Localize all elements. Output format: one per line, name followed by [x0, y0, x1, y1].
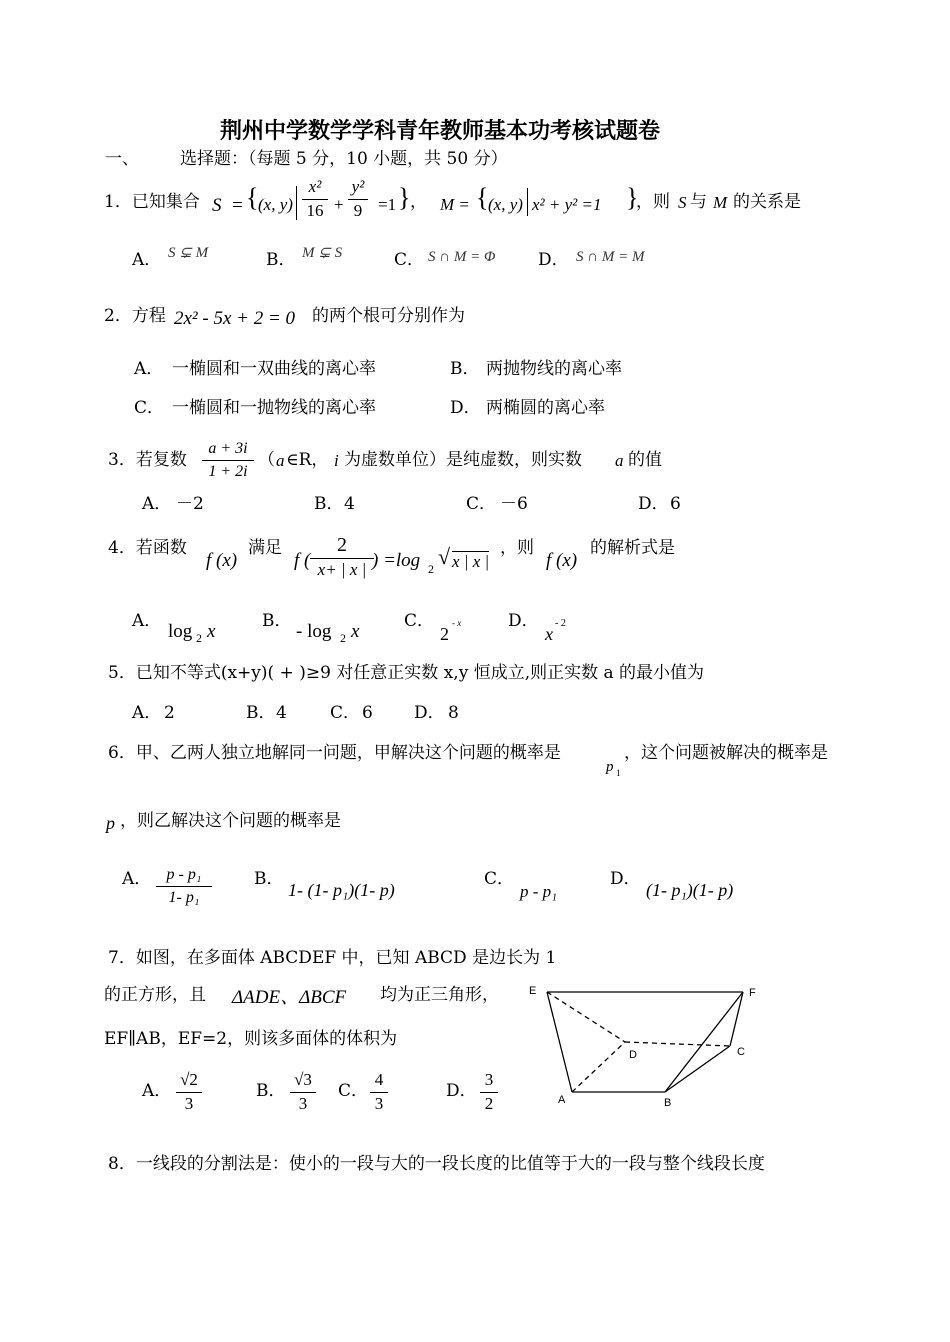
q7-option-d: 3 2	[480, 1071, 498, 1113]
q4-fx: f (x)	[206, 550, 238, 571]
q4-f-close: ) =log	[372, 550, 421, 571]
q7-stem-line3: EF∥AB，EF=2，则该多面体的体积为	[104, 1029, 398, 1049]
q5-option-a: 2	[164, 703, 175, 723]
q4-option-d-sup: - 2	[555, 618, 566, 629]
q6-option-d: (1- p₁)(1- p)	[646, 880, 734, 900]
edge-bc	[665, 1046, 730, 1092]
polyhedron-figure	[525, 980, 775, 1110]
question-8: 8．一线段的分割法是：使小的一段与大的一段长度的比值等于大的一段与整个线段长度	[108, 1154, 765, 1174]
q4-fraction: 2 x+ | x |	[310, 534, 374, 580]
q2-expr: 2x² - 5x + 2 = 0	[174, 308, 296, 329]
edge-ea	[547, 992, 572, 1092]
q7-option-a: √2 3	[176, 1071, 202, 1113]
q2-option-b-label: B．	[450, 359, 480, 379]
vertex-b-label: B	[664, 1097, 672, 1109]
q1-option-d: S ∩ M = M	[576, 249, 645, 265]
q1-brace-close: }	[398, 183, 411, 212]
q6-option-a: p - p₁ 1- p₁	[156, 866, 212, 906]
q6-p: p	[106, 813, 115, 833]
q5-option-c-label: C．	[330, 703, 361, 723]
q1-tail3: 的关系是	[733, 192, 801, 212]
q7-option-a-label: A．	[142, 1081, 172, 1101]
q4-option-b-sub: 2	[340, 631, 346, 645]
q2-stem: 2．方程	[104, 306, 166, 326]
q2-option-b: 两抛物线的离心率	[486, 359, 622, 379]
q1-option-d-label: D．	[538, 250, 569, 270]
q1-s: S	[678, 193, 687, 212]
q3-tail-open: （	[258, 450, 275, 470]
q7-option-c-label: C．	[338, 1081, 369, 1101]
q4-satisfy: 满足	[248, 538, 282, 558]
q1-option-a: S ⊊ M	[168, 245, 209, 261]
q4-option-b-var: x	[351, 621, 360, 642]
q2-tail: 的两个根可分别作为	[312, 306, 465, 326]
q6-option-b: 1- (1- p₁)(1- p)	[288, 880, 395, 900]
q4-option-c: 2	[440, 624, 449, 644]
q7-option-c: 4 3	[370, 1071, 388, 1113]
q2-option-a: 一椭圆和一双曲线的离心率	[172, 359, 376, 379]
vertex-d-label: D	[629, 1049, 637, 1061]
q5-option-c: 6	[362, 703, 373, 723]
q1-set-m: M =	[440, 195, 470, 214]
q1-m: M	[713, 193, 728, 212]
vertex-c-label: C	[737, 1046, 745, 1058]
q7-stem-line2b: 均为正三角形，	[380, 985, 499, 1005]
q6-option-c: p - p₁	[520, 882, 558, 901]
q1-comma: ，	[410, 192, 427, 212]
q1-set-m-cond: x² + y² =1	[532, 195, 602, 214]
section-number: 一、	[105, 149, 139, 169]
q2-option-d: 两椭圆的离心率	[486, 398, 605, 418]
edge-ed	[547, 992, 625, 1042]
q5-option-b: 4	[276, 703, 287, 723]
q1-m-brace-close: }	[626, 183, 639, 212]
vertex-f-label: F	[749, 987, 756, 999]
q7-stem-line2a: 的正方形，且	[104, 985, 206, 1005]
q4-option-a-sub: 2	[196, 631, 202, 645]
q4-fx2: f (x)	[546, 550, 578, 571]
q2-option-c-label: C．	[134, 398, 165, 418]
q6-p1: p	[606, 759, 614, 775]
q3-option-d-label: D．	[638, 494, 669, 514]
q1-eq: =	[232, 195, 243, 216]
q7-option-b-label: B．	[256, 1081, 286, 1101]
q6-option-d-label: D．	[610, 869, 641, 889]
q7-option-d-label: D．	[446, 1081, 477, 1101]
q1-plus: +	[334, 195, 344, 214]
q1-tail: ，则	[636, 192, 670, 212]
q4-sqrt-sign: √	[438, 544, 451, 569]
edge-ad	[572, 1042, 625, 1092]
q4-option-b-label: B．	[262, 611, 292, 631]
q6-stem-line1: 6．甲、乙两人独立地解同一问题，甲解决这个问题的概率是	[108, 743, 561, 763]
q1-option-a-label: A．	[132, 250, 162, 270]
q2-option-a-label: A．	[134, 359, 164, 379]
q4-option-c-sup: - x	[452, 618, 462, 628]
q3-a2: a	[615, 451, 624, 470]
q4-tail: 的解析式是	[590, 538, 675, 558]
q4-option-b: - log	[296, 621, 332, 642]
q2-option-c: 一椭圆和一抛物线的离心率	[172, 398, 376, 418]
q4-then: ，则	[500, 538, 534, 558]
q4-option-a: log	[168, 621, 193, 642]
q3-fraction: a + 3i 1 + 2i	[202, 440, 254, 480]
q1-eq1: =1	[378, 195, 397, 214]
q4-option-a-label: A．	[132, 611, 162, 631]
q3-option-a-label: A．	[142, 494, 172, 514]
q4-option-d: x	[545, 624, 553, 644]
q5-stem: 5．已知不等式(x+y)( + )≥9 对任意正实数 x,y 恒成立,则正实数 a 的最小值为	[108, 663, 705, 683]
q3-option-a: －2	[176, 494, 204, 514]
q3-tail-mid: ∈R，	[286, 450, 329, 470]
q4-log-base: 2	[428, 562, 434, 576]
vertex-e-label: E	[529, 985, 537, 997]
q2-option-d-label: D．	[450, 398, 481, 418]
q5-option-a-label: A．	[132, 703, 162, 723]
section-heading: 选择题：（每题 5 分，10 小题，共 50 分）	[180, 149, 508, 169]
q5-option-d-label: D．	[414, 703, 445, 723]
q3-option-d: 6	[670, 494, 681, 514]
edge-dc	[625, 1042, 730, 1046]
q3-option-c-label: C．	[466, 494, 497, 514]
q6-option-c-label: C．	[484, 869, 515, 889]
q4-option-d-label: D．	[508, 611, 539, 631]
q1-option-b-label: B．	[266, 250, 296, 270]
q1-option-c-label: C．	[394, 250, 425, 270]
q1-option-b: M ⊊ S	[302, 245, 343, 261]
q1-m-bar	[527, 188, 528, 216]
q3-tail-mid2: 为虚数单位）是纯虚数，则实数	[344, 450, 582, 470]
q1-tail2: 与	[690, 192, 707, 212]
q3-a: a	[276, 451, 285, 470]
q6-option-b-label: B．	[254, 869, 284, 889]
q3-stem: 3．若复数	[108, 450, 187, 470]
q1-bar	[296, 186, 297, 220]
q4-option-a-var: x	[207, 621, 216, 642]
q6-p1-sub: 1	[616, 768, 621, 778]
q1-option-c: S ∩ M = Φ	[428, 249, 496, 265]
q3-i: i	[334, 451, 339, 470]
q3-option-b-label: B．	[314, 494, 344, 514]
q1-frac-x: x² 16	[302, 178, 328, 220]
q7-stem-line1: 7．如图，在多面体 ABCDEF 中，已知 ABCD 是边长为 1	[108, 948, 557, 968]
q3-option-b: 4	[344, 494, 355, 514]
q4-f-open: f (	[294, 550, 311, 571]
q1-frac-y: y² 9	[348, 178, 368, 220]
q5-option-b-label: B．	[246, 703, 276, 723]
q4-sqrt-body: x | x |	[452, 552, 490, 571]
vertex-a-label: A	[558, 1094, 566, 1106]
page-title: 荆州中学数学学科青年教师基本功考核试题卷	[220, 118, 661, 144]
q6-option-a-label: A．	[122, 869, 152, 889]
q4-stem: 4．若函数	[108, 538, 187, 558]
q1-stem: 1．已知集合	[104, 192, 200, 212]
q1-brace-open: {	[246, 183, 259, 212]
q6-stem-line2: ，则乙解决这个问题的概率是	[120, 811, 341, 831]
q6-stem-line1-tail: ，这个问题被解决的概率是	[624, 743, 828, 763]
q3-option-c: －6	[500, 494, 528, 514]
q5-option-d: 8	[448, 703, 459, 723]
q1-set-s-body: (x, y)	[258, 195, 293, 214]
q1-set-s: S	[212, 195, 222, 216]
q1-set-m-body: (x, y)	[488, 195, 523, 214]
q1-m-brace-open: {	[476, 183, 489, 212]
q7-triangles: ΔADE、ΔBCF	[232, 987, 347, 1008]
q4-option-c-label: C．	[404, 611, 435, 631]
q3-tail-end: 的值	[628, 450, 662, 470]
q7-option-b: √3 3	[290, 1071, 316, 1113]
